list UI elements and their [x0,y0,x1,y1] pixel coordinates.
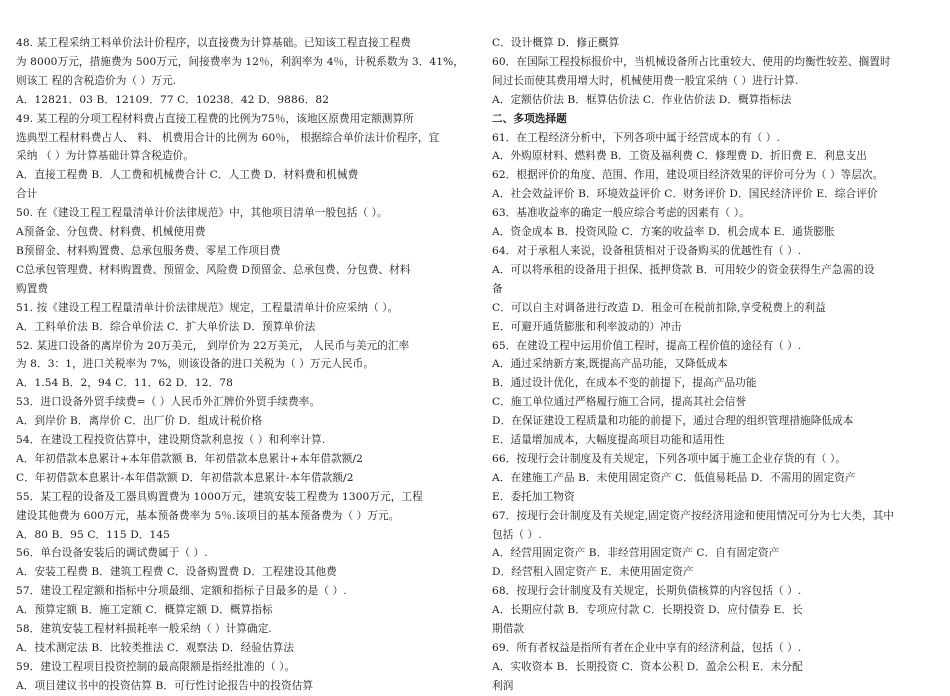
left-column-line: A．工料单价法 B．综合单价法 C．扩大单价法 D．预算单价法 [16,320,316,333]
left-column-line: 48. 某工程采纳工料单价法计价程序，以直接费为计算基础。已知该工程直接工程费 [16,37,411,49]
left-column-line: A预备金、分包费、材料费、机械使用费 [16,226,206,239]
left-column-line: 59．建设工程项目投资控制的最高限额是指经批准的（ ）。 [16,660,296,673]
right-column-line: 63．基准收益率的确定一般应综合考虑的因素有（ ）。 [492,207,750,220]
right-column-line: 二、多项选择题 [492,112,567,125]
left-column-line: 合计 [16,188,38,201]
right-column-line: 间过长而使其费用增大时，机械使用费一般宜采纳（ ）进行计算. [492,74,799,87]
right-column-line: C．设计概算 D．修正概算 [492,37,620,49]
right-column-line: A．定额估价法 B．框算估价法 C．作业估价法 D．概算指标法 [492,93,792,106]
left-column-line: 55．某工程的设备及工器具购置费为 1000万元，建筑安装工程费为 1300万元，工程 [16,490,423,503]
left-column-line: 56．单台设备安装后的调试费属于（ ）. [16,547,208,560]
right-column-line: A．通过采纳新方案,既提高产品功能，又降低成本 [492,358,728,371]
left-column-line: C总承包管理费、材料购置费、预留金、风险费 D预留金、总承包费、分包费、材料 [16,263,411,276]
right-column-line: A．外购原材料、燃料费 B．工资及福利费 C．修理费 D．折旧费 E．利息支出 [492,150,867,163]
left-column [16,34,468,696]
right-column-line: E．适量增加成本，大幅度提高项目功能和适用性 [492,434,725,447]
left-column-line: 52. 某进口设备的离岸价为 20万美元， 到岸价为 22万美元， 人民币与美元的汇率 [16,339,410,352]
left-column-line: 53．进口设备外贸手续费=（ ）人民币外汇牌价外贸手续费率。 [16,396,321,409]
left-column-line: A．技术测定法 B．比较类推法 C．观察法 D．经验估算法 [16,642,295,654]
right-column-line: 61．在工程经济分析中，下列各项中属于经营成本的有（ ）. [492,131,780,144]
left-column-line: A．80 B．95 C．115 D．145 [16,528,171,541]
right-column-line: A．在建施工产品 B．未使用固定资产 C．低值易耗品 D．不需用的固定资产 [492,471,856,484]
right-column-line: A．可以将承租的设备用于担保、抵押贷款 B．可用较少的资金获得生产急需的设 [492,263,875,276]
right-column-line: A．长期应付款 B．专项应付款 C．长期投资 D．应付债券 E．长 [492,604,803,617]
right-column-line: A．资金成本 B．投资风险 C．方案的收益率 D．机会成本 E．通货膨胀 [492,226,835,239]
right-column-line: A．经营用固定资产 B．非经营用固定资产 C．自有固定资产 [492,547,780,560]
right-column-line: 包括（ ）. [492,528,542,541]
right-column-line: 67．按现行会计制度及有关规定,固定资产按经济用途和使用情况可分为七大类，其中 [492,509,895,522]
left-column-line: 58．建筑安装工程材料损耗率一般采纳（ ）计算确定. [16,623,272,636]
right-column-line: 备 [492,282,503,295]
left-column-line: 则该工 程的含税造价为（ ）万元. [16,74,177,87]
right-column-line: 62．根据评价的角度、范围、作用，建设项目经济效果的评价可分为（ ）等层次。 [492,169,884,182]
right-column-line: E．可避开通货膨胀和利率波动的）冲击 [492,320,682,333]
right-column [492,34,936,696]
left-column-line: A．1.54 B．2，94 C．11．62 D．12．78 [16,377,233,390]
right-column-line: 69．所有者权益是指所有者在企业中享有的经济利益，包括（ ）. [492,642,802,654]
left-column-line: A．12821．03 B．12109．77 C．10238．42 D．9886．82 [16,93,330,106]
right-column-line: 利润 [492,679,514,692]
right-column-line: A．实收资本 B．长期投资 C．资本公积 D．盈余公积 E．未分配 [492,660,803,673]
left-column-line: C．年初借款本息累计-本年借款额 D．年初借款本息累计-本年借款额/2 [16,471,354,484]
right-column-line: B．通过设计优化，在成本不变的前提下，提高产品功能 [492,377,757,390]
left-column-line: 为 8．3：1，进口关税率为 7%，则该设备的进口关税为（ ）万元人民币。 [16,358,375,371]
right-column-line: 期借款 [492,623,525,636]
left-column-line: A．到岸价 B．离岸价 C．出厂价 D．组成计税价格 [16,415,263,428]
left-column-line: A．预算定额 B．施工定额 C．概算定额 D．概算指标 [16,604,273,617]
right-column-line: D．在保证建设工程质量和功能的前提下，通过合理的组织管理措施降低成本 [492,415,854,428]
right-column-line: E．委托加工物资 [492,490,575,503]
left-column-line: A．项目建议书中的投资估算 B．可行性讨论报告中的投资估算 [16,679,314,692]
right-column-line: 64．对于承租人来说，设备租赁相对于设备购买的优越性有（ ）. [492,244,802,257]
left-column-line: 为 8000万元，措施费为 500万元，间接费率为 12％，利润率为 4％，计税系数为 3．41%， [16,55,464,68]
left-column-line: 57．建设工程定额和指标中分项最细、定额和指标子目最多的是（ ）. [16,585,347,598]
right-column-line: 66．按现行会计制度及有关规定，下列各项中属于施工企业存货的有（ ）。 [492,452,847,465]
left-column-line: 建设其他费为 600万元，基本预备费率为 5％.该项目的基本预备费为（ ）万元。 [16,509,400,522]
right-column-line: C．施工单位通过严格履行施工合同，提高其社会信誉 [492,396,747,409]
right-column-line: D．经营租入固定资产 E．未使用固定资产 [492,566,694,579]
left-column-line: 采纳 （ ）为计算基础计算含税造价。 [16,150,195,163]
left-column-line: A．安装工程费 B．建筑工程费 C．设备购置费 D．工程建设其他费 [16,566,337,579]
left-column-line: B预留金、材料购置费、总承包服务费、零星工作项目费 [16,244,281,257]
left-column-line: 49. 某工程的分项工程材料费占直接工程费的比例为75％，该地区原费用定额测算所 [16,112,414,125]
left-column-line: A．直接工程费 B．人工费和机械费合计 C．人工费 D．材料费和机械费 [16,169,359,182]
right-column-line: 60．在国际工程投标报价中，当机械设备所占比重较大、使用的均衡性较差、搁置时 [492,55,891,68]
left-column-line: A．年初借款本息累计+本年借款额 B．年初借款本息累计+本年借款额/2 [16,452,363,465]
left-column-line: 54．在建设工程投资估算中，建设期贷款利息按（ ）和利率计算. [16,434,326,447]
right-column-line: 68．按现行会计制度及有关规定，长期负债核算的内容包括（ ）. [492,585,802,598]
right-column-line: 65．在建设工程中运用价值工程时，提高工程价值的途径有（ ）. [492,339,802,352]
left-column-line: 51. 按《建设工程工程量清单计价法律规范》规定，工程量清单计价应采纳（ ）。 [16,301,399,314]
right-column-line: C．可以自主对调备进行改造 D．租金可在税前扣除,享受税费上的利益 [492,301,826,314]
left-column-line: 选典型工程材料费占人、 料、 机费用合计的比例为 60％， 根据综合单价法计价程序，宜 [16,131,440,144]
left-column-line: 购置费 [16,282,49,295]
right-column-line: A．社会效益评价 B．环境效益评价 C．财务评价 D．国民经济评价 E．综合评价 [492,188,878,201]
left-column-line: 50. 在《建设工程工程量清单计价法律规范》中，其他项目清单一般包括（ ）。 [16,207,388,220]
